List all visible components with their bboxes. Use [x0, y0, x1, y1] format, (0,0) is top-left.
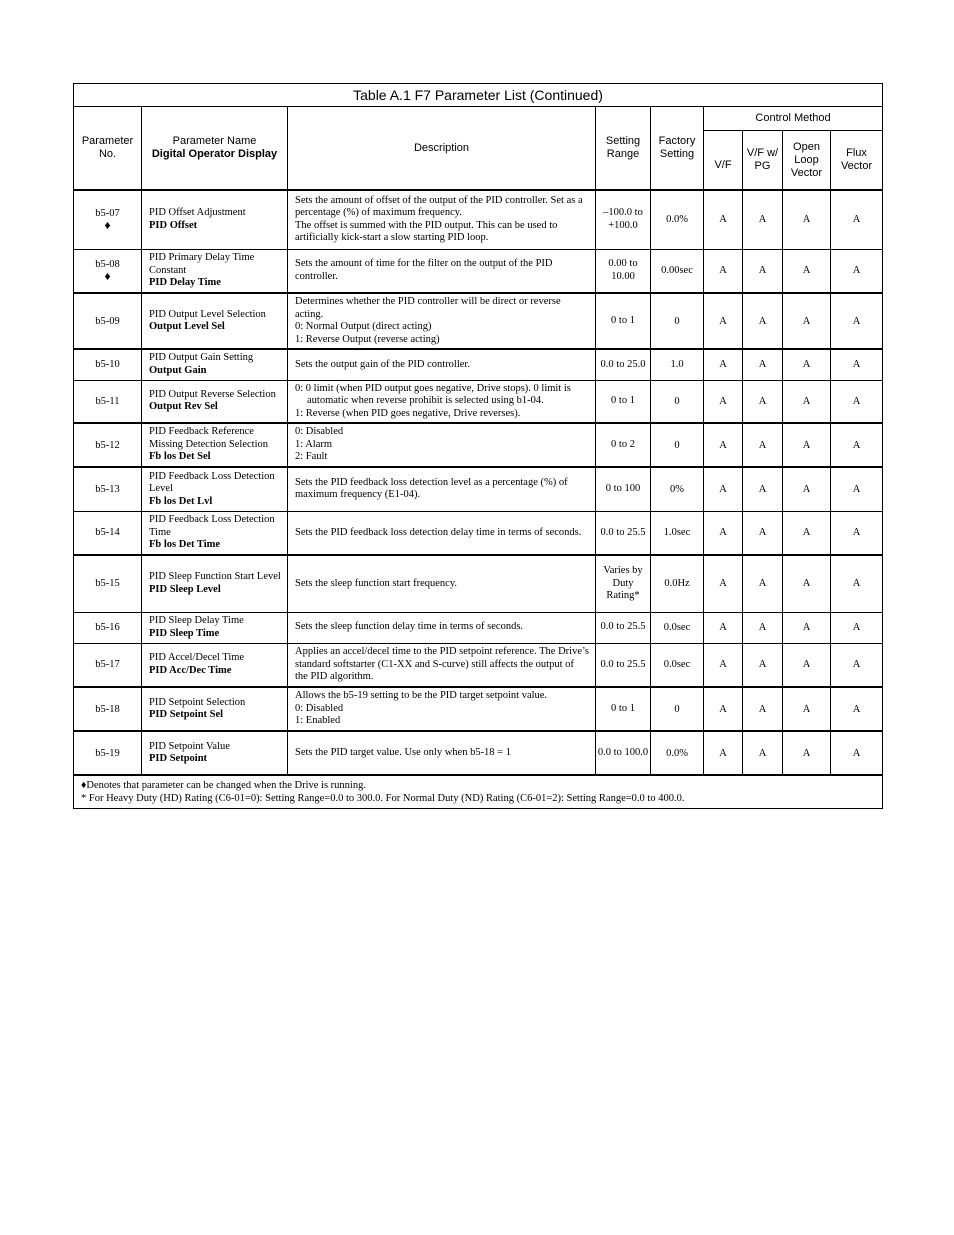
control-open-loop-vector: A — [783, 349, 831, 380]
parameter-no-cell — [74, 293, 142, 349]
header-parameter-name — [142, 107, 288, 191]
digital-operator-display: PID Sleep Time — [149, 627, 220, 639]
note-running: ♦Denotes that parameter can be changed when the Drive is running. — [81, 780, 366, 791]
table-row — [74, 380, 883, 423]
digital-operator-display: Fb los Det Lvl — [149, 495, 213, 507]
header-control-method: Control Method — [704, 107, 883, 131]
parameter-name-cell — [142, 423, 288, 467]
description-cell — [288, 190, 596, 249]
parameter-no: b5-15 — [95, 578, 120, 590]
header-digital-display-label: Digital Operator Display — [151, 148, 278, 160]
header-parameter-no — [74, 107, 142, 191]
factory-setting: 0.0sec — [651, 643, 704, 687]
control-vf-pg: A — [743, 190, 783, 249]
description-line: The offset is summed with the PID output. This can be used to artificially kick-start a slow starting PID loop. — [295, 219, 558, 244]
description-cell — [288, 612, 596, 643]
digital-operator-display: Fb los Det Time — [149, 539, 221, 550]
digital-operator-display: PID Delay Time — [149, 277, 221, 288]
control-open-loop-vector: A — [783, 731, 831, 775]
setting-range: 0.0 to 25.5 — [600, 658, 646, 670]
factory-setting: 0.0sec — [651, 612, 704, 643]
setting-range-cell — [596, 643, 651, 687]
description-line: 2: Fault — [295, 451, 328, 463]
setting-range: 0.00 to 10.00 — [608, 258, 638, 282]
setting-range-cell — [596, 467, 651, 511]
parameter-no-cell — [74, 643, 142, 687]
setting-range: 0 to 1 — [611, 395, 635, 406]
control-vf: A — [704, 555, 743, 612]
control-vf-pg: A — [743, 423, 783, 467]
table-row — [74, 555, 883, 612]
control-vf: A — [704, 731, 743, 775]
parameter-name: PID Output Level Selection — [149, 308, 266, 320]
description-cell — [288, 643, 596, 687]
parameter-no-cell — [74, 190, 142, 249]
description-line: Sets the output gain of the PID controller. — [295, 358, 470, 370]
control-vf: A — [704, 249, 743, 293]
digital-operator-display: PID Setpoint — [149, 753, 208, 764]
header-vf: V/F — [704, 131, 743, 191]
control-vf-pg: A — [743, 731, 783, 775]
table-row — [74, 612, 883, 643]
parameter-name: PID Output Gain Setting — [149, 352, 254, 364]
description-line: Sets the PID feedback loss detection level as a percentage (%) of maximum frequency (E1-04). — [295, 476, 568, 501]
description-cell — [288, 293, 596, 349]
control-vf: A — [704, 467, 743, 511]
header-flux-vector: Flux Vector — [831, 131, 883, 191]
control-open-loop-vector: A — [783, 380, 831, 423]
control-vf-pg: A — [743, 687, 783, 731]
parameter-no: b5-11 — [95, 395, 120, 407]
control-open-loop-vector: A — [783, 687, 831, 731]
table-row — [74, 293, 883, 349]
setting-range: 0 to 2 — [611, 438, 635, 450]
description-cell — [288, 731, 596, 775]
control-open-loop-vector: A — [783, 423, 831, 467]
parameter-no-cell — [74, 349, 142, 380]
parameter-name-cell — [142, 731, 288, 775]
header-setting-range: Setting Range — [596, 107, 651, 191]
digital-operator-display: Output Rev Sel — [149, 401, 218, 413]
control-open-loop-vector: A — [783, 511, 831, 555]
table-row — [74, 511, 883, 555]
setting-range-cell — [596, 423, 651, 467]
parameter-no: b5-07 — [95, 208, 120, 220]
control-flux-vector: A — [831, 423, 883, 467]
description-line: 1: Alarm — [295, 438, 333, 450]
parameter-name-cell — [142, 190, 288, 249]
control-vf: A — [704, 190, 743, 249]
control-flux-vector: A — [831, 190, 883, 249]
setting-range-cell — [596, 555, 651, 612]
parameter-name-cell — [142, 467, 288, 511]
control-flux-vector: A — [831, 555, 883, 612]
setting-range: 0.0 to 25.0 — [600, 358, 646, 370]
factory-setting: 0.0% — [651, 731, 704, 775]
digital-operator-display: Output Level Sel — [149, 321, 225, 332]
factory-setting: 0.00sec — [651, 249, 704, 293]
description-line: Determines whether the PID controller will be direct or reverse acting. — [295, 296, 561, 320]
setting-range: 0.0 to 25.5 — [600, 621, 646, 633]
parameter-no: b5-14 — [95, 527, 120, 539]
header-description: Description — [288, 107, 596, 191]
control-open-loop-vector: A — [783, 190, 831, 249]
control-open-loop-vector: A — [783, 643, 831, 687]
parameter-no: b5-10 — [95, 359, 120, 371]
parameter-name: PID Output Reverse Selection — [149, 388, 276, 400]
setting-range: 0.0 to 100.0 — [597, 746, 649, 758]
setting-range: –100.0 to +100.0 — [603, 207, 643, 231]
description-cell — [288, 687, 596, 731]
parameter-no-cell — [74, 511, 142, 555]
description-cell — [288, 380, 596, 423]
description-line: automatic when reverse prohibit is selected using b1-04. — [307, 395, 544, 406]
table-row — [74, 349, 883, 380]
control-vf: A — [704, 349, 743, 380]
description-line: 0: Normal Output (direct acting) — [295, 321, 432, 332]
parameter-name: PID Accel/Decel Time — [149, 652, 245, 664]
parameter-no: b5-09 — [95, 315, 120, 327]
control-flux-vector: A — [831, 511, 883, 555]
header-factory-setting: Factory Setting — [651, 107, 704, 191]
parameter-name-cell — [142, 643, 288, 687]
description-cell — [288, 349, 596, 380]
parameter-name-cell — [142, 555, 288, 612]
description-line: Sets the sleep function delay time in terms of seconds. — [295, 621, 524, 633]
setting-range-cell — [596, 687, 651, 731]
control-vf-pg: A — [743, 511, 783, 555]
control-flux-vector: A — [831, 643, 883, 687]
control-flux-vector: A — [831, 612, 883, 643]
parameter-name-cell — [142, 612, 288, 643]
setting-range-cell — [596, 380, 651, 423]
control-vf: A — [704, 643, 743, 687]
parameter-name-cell — [142, 349, 288, 380]
parameter-table — [73, 83, 883, 809]
description-line: Sets the PID target value. Use only when b5-18 = 1 — [295, 746, 511, 758]
description-line: 1: Reverse Output (reverse acting) — [295, 333, 440, 345]
run-change-marker: ♦ — [104, 218, 111, 233]
parameter-no-cell — [74, 555, 142, 612]
digital-operator-display: PID Offset — [149, 219, 198, 231]
parameter-name: PID Feedback Loss Detection Time — [149, 514, 275, 538]
parameter-no: b5-12 — [95, 439, 120, 451]
factory-setting: 0.0% — [651, 190, 704, 249]
parameter-no: b5-19 — [95, 747, 120, 759]
setting-range: 0 to 1 — [611, 702, 635, 714]
control-vf: A — [704, 612, 743, 643]
header-open-loop-vector: Open Loop Vector — [783, 131, 831, 191]
table-row — [74, 249, 883, 293]
digital-operator-display: Fb los Det Sel — [149, 451, 211, 463]
description-cell — [288, 249, 596, 293]
control-flux-vector: A — [831, 687, 883, 731]
parameter-name-cell — [142, 380, 288, 423]
parameter-name: PID Sleep Delay Time — [149, 615, 244, 626]
parameter-no: b5-16 — [95, 622, 120, 633]
control-open-loop-vector: A — [783, 555, 831, 612]
control-open-loop-vector: A — [783, 249, 831, 293]
description-line: 1: Reverse (when PID goes negative, Drive reverses). — [295, 407, 521, 419]
parameter-no-cell — [74, 467, 142, 511]
control-open-loop-vector: A — [783, 612, 831, 643]
factory-setting: 0 — [651, 687, 704, 731]
control-vf-pg: A — [743, 349, 783, 380]
parameter-name: PID Setpoint Selection — [149, 696, 246, 708]
control-open-loop-vector: A — [783, 293, 831, 349]
factory-setting: 0 — [651, 293, 704, 349]
factory-setting: 1.0sec — [651, 511, 704, 555]
parameter-no: b5-18 — [95, 703, 120, 715]
digital-operator-display: PID Setpoint Sel — [149, 709, 224, 720]
control-flux-vector: A — [831, 249, 883, 293]
factory-setting: 0.0Hz — [651, 555, 704, 612]
table-row — [74, 687, 883, 731]
digital-operator-display: Output Gain — [149, 364, 207, 376]
table-row — [74, 190, 883, 249]
header-parameter-name-label: Parameter Name — [172, 135, 257, 147]
description-line: 1: Enabled — [295, 715, 341, 727]
parameter-name: PID Primary Delay Time Constant — [149, 252, 255, 276]
description-cell — [288, 555, 596, 612]
setting-range-cell — [596, 293, 651, 349]
parameter-no-cell — [74, 249, 142, 293]
parameter-no-cell — [74, 423, 142, 467]
setting-range: Varies by Duty Rating* — [603, 565, 643, 601]
setting-range-cell — [596, 349, 651, 380]
control-vf: A — [704, 380, 743, 423]
control-flux-vector: A — [831, 731, 883, 775]
description-line: 0: 0 limit (when PID output goes negative, Drive stops). 0 limit is — [295, 382, 571, 394]
control-vf: A — [704, 687, 743, 731]
setting-range-cell — [596, 731, 651, 775]
parameter-no-cell — [74, 687, 142, 731]
description-line: 0: Disabled — [295, 702, 344, 714]
setting-range-cell — [596, 511, 651, 555]
control-flux-vector: A — [831, 467, 883, 511]
parameter-name: PID Setpoint Value — [149, 740, 230, 752]
setting-range-cell — [596, 190, 651, 249]
digital-operator-display: PID Sleep Level — [149, 583, 221, 595]
setting-range-cell — [596, 612, 651, 643]
parameter-name-cell — [142, 249, 288, 293]
description-cell — [288, 423, 596, 467]
note-duty-rating: * For Heavy Duty (HD) Rating (C6-01=0): Setting Range=0.0 to 300.0. For Normal Duty (ND) Rating (C6-01=2): Setting Range=0.0 to 400.0. — [81, 793, 685, 804]
parameter-no-cell — [74, 731, 142, 775]
description-line: Sets the amount of offset of the output of the PID controller. Set as a percentage (%) of maximum frequency. — [295, 194, 583, 219]
parameter-no: b5-08 — [95, 259, 120, 271]
description-line: Sets the PID feedback loss detection delay time in terms of seconds. — [295, 526, 582, 538]
table-row — [74, 467, 883, 511]
parameter-name-cell — [142, 511, 288, 555]
parameter-no: b5-17 — [95, 659, 120, 671]
table-title: Table A.1 F7 Parameter List (Continued) — [74, 84, 883, 107]
control-vf: A — [704, 511, 743, 555]
factory-setting: 1.0 — [651, 349, 704, 380]
header-parameter-no-label: Parameter No. — [81, 135, 134, 160]
table-notes — [74, 775, 883, 809]
table-row — [74, 423, 883, 467]
parameter-name: PID Feedback Reference Missing Detection Selection — [149, 426, 268, 450]
control-open-loop-vector: A — [783, 467, 831, 511]
run-change-marker: ♦ — [104, 269, 111, 284]
parameter-name: PID Sleep Function Start Level — [149, 571, 281, 583]
setting-range: 0 to 1 — [611, 314, 635, 326]
control-flux-vector: A — [831, 293, 883, 349]
digital-operator-display: PID Acc/Dec Time — [149, 664, 232, 676]
control-vf: A — [704, 423, 743, 467]
parameter-name: PID Offset Adjustment — [149, 207, 246, 219]
setting-range: 0.0 to 25.5 — [600, 526, 646, 538]
description-line: Sets the amount of time for the filter on the output of the PID controller. — [295, 258, 553, 282]
description-line: Allows the b5-19 setting to be the PID target setpoint value. — [295, 690, 548, 702]
control-flux-vector: A — [831, 380, 883, 423]
description-cell — [288, 467, 596, 511]
factory-setting: 0% — [651, 467, 704, 511]
control-flux-vector: A — [831, 349, 883, 380]
parameter-rows — [74, 190, 883, 775]
control-vf-pg: A — [743, 467, 783, 511]
setting-range-cell — [596, 249, 651, 293]
description-cell — [288, 511, 596, 555]
setting-range: 0 to 100 — [605, 483, 641, 494]
factory-setting: 0 — [651, 423, 704, 467]
control-vf: A — [704, 293, 743, 349]
control-vf-pg: A — [743, 555, 783, 612]
factory-setting: 0 — [651, 380, 704, 423]
control-vf-pg: A — [743, 380, 783, 423]
table-row — [74, 643, 883, 687]
description-line: Applies an accel/decel time to the PID setpoint reference. The Drive’s standard softstarter (C1-XX and S-curve) still affects the output of the PID algorithm. — [295, 646, 589, 682]
control-vf-pg: A — [743, 612, 783, 643]
description-line: Sets the sleep function start frequency. — [295, 577, 458, 589]
table-row — [74, 731, 883, 775]
parameter-no-cell — [74, 380, 142, 423]
description-line: 0: Disabled — [295, 426, 344, 438]
parameter-name-cell — [142, 293, 288, 349]
control-vf-pg: A — [743, 293, 783, 349]
header-vf-pg: V/F w/ PG — [743, 131, 783, 191]
parameter-name: PID Feedback Loss Detection Level — [149, 470, 275, 494]
parameter-no: b5-13 — [95, 483, 120, 495]
parameter-no-cell — [74, 612, 142, 643]
control-vf-pg: A — [743, 249, 783, 293]
parameter-name-cell — [142, 687, 288, 731]
control-vf-pg: A — [743, 643, 783, 687]
